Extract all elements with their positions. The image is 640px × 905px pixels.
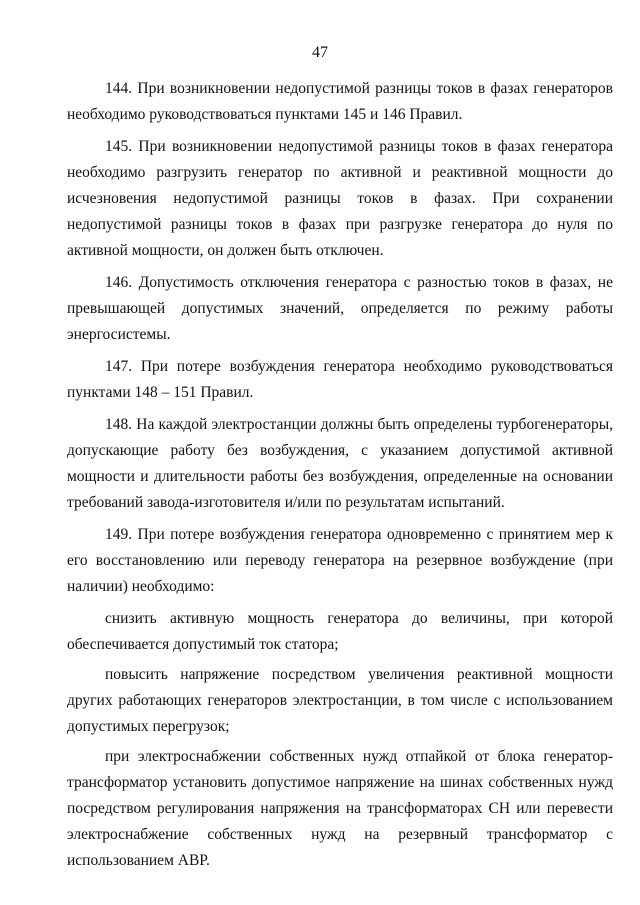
document-body [67,76,613,878]
paragraph-149: 149. При потере возбуждения генератора одновременно с принятием мер к его восстановлению или переводу генератора на резервное возбуждение (при наличии) необходимо: [67,526,613,595]
paragraph-146: 146. Допустимость отключения генератора с разностью токов в фазах, не превышающей допустимых значений, определяется по режиму работы энергосистемы. [67,274,613,343]
list-item-raise-voltage: повысить напряжение посредством увеличения реактивной мощности других работающих генераторов электростанции, в том числе с использованием допустимых перегрузок; [67,666,613,735]
paragraph-145: 145. При возникновении недопустимой разницы токов в фазах генератора необходимо разгрузить генератор по активной и реактивной мощности до исчезновения недопустимой разницы токов в фазах. При сохранении недопустимой разницы токов в фазах при разгрузке генератора до нуля по активной мощности, он должен быть отключен. [67,138,613,259]
paragraph-144: 144. При возникновении недопустимой разницы токов в фазах генераторов необходимо руководствоваться пунктами 145 и 146 Правил. [67,80,613,123]
paragraph-148: 148. На каждой электростанции должны быть определены турбогенераторы, допускающие работу без возбуждения, с указанием допустимой активной мощности и длительности работы без возбуждения, определенные на основании требований завода-изготовителя и/или по результатам испытаний. [67,416,613,511]
paragraph-147: 147. При потере возбуждения генератора необходимо руководствоваться пунктами 148 – 151 Правил. [67,358,613,401]
page-number: 47 [312,44,328,61]
list-item-auxiliary-supply: при электроснабжении собственных нужд отпайкой от блока генератор-трансформатор установить допустимое напряжение на шинах собственных нужд посредством регулирования напряжения на трансформаторах СН или перевести электроснабжение собственных нужд на резервный трансформатор с использованием АВР. [67,748,613,869]
list-item-reduce-power: снизить активную мощность генератора до величины, при которой обеспечивается допустимый ток статора; [67,610,613,653]
